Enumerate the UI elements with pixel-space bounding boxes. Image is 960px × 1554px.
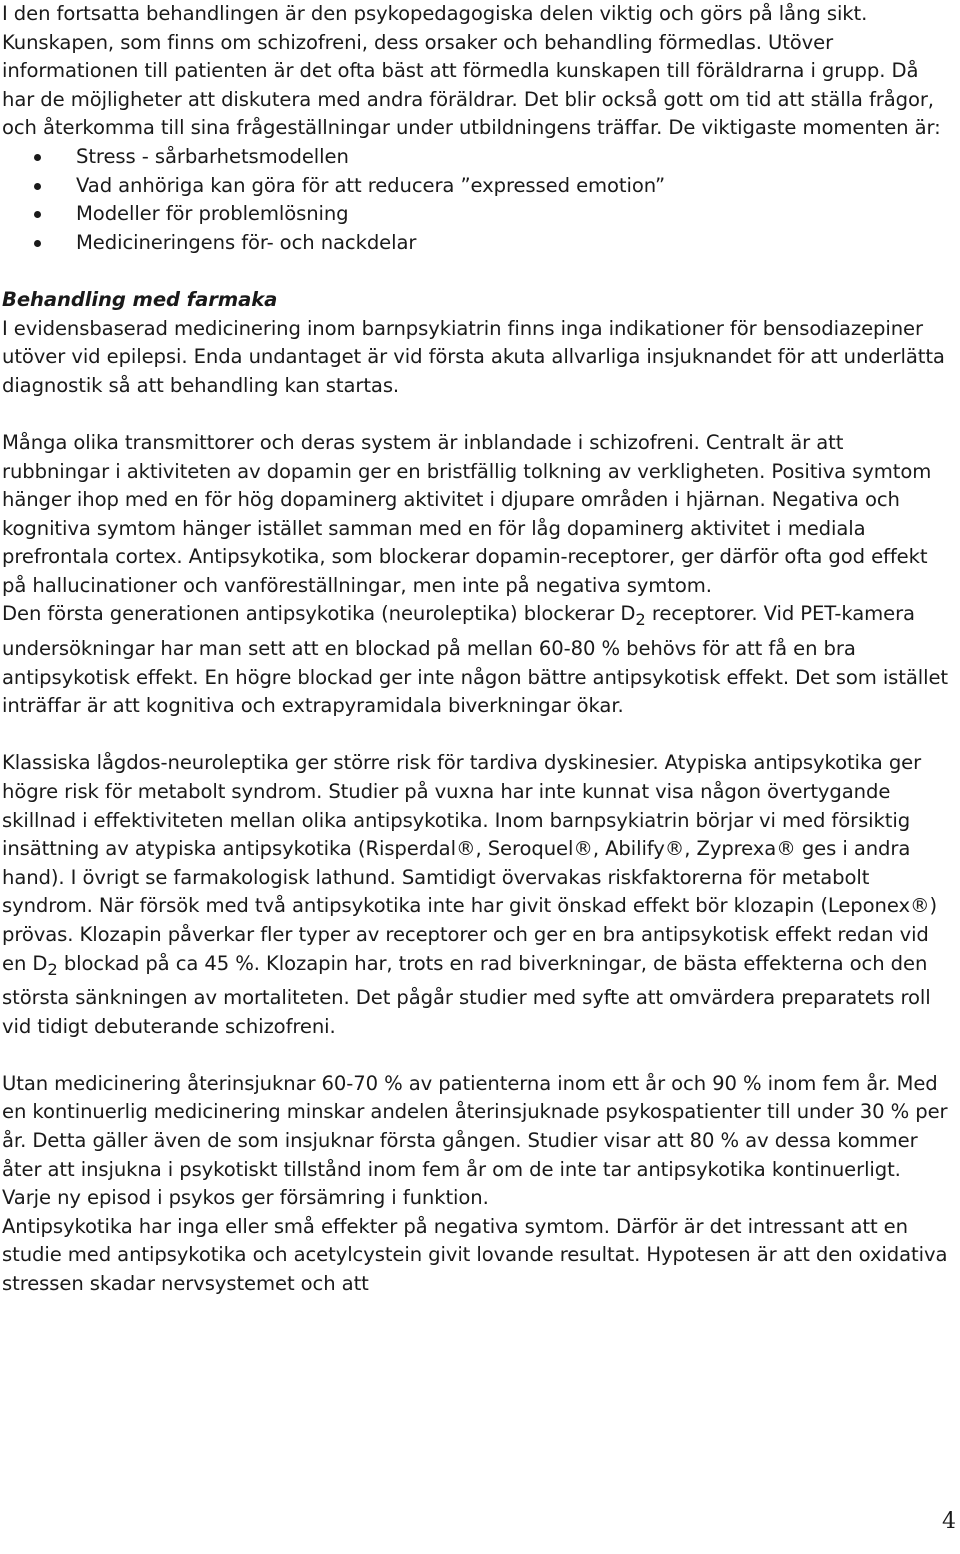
key-moments-list (2, 143, 954, 257)
text-run: ges i andra hand). I övrigt se farmakologisk lathund. Samtidigt övervakas riskfaktorerna för metabolt syndrom. När försök med två antipsykotika inte har givit önskad effekt bör klozapin (Leponex (2, 837, 911, 918)
registered-mark: ® (573, 837, 593, 861)
registered-mark: ® (909, 894, 930, 918)
paragraph-gap (2, 721, 954, 750)
document-body (2, 0, 954, 1299)
list-item: Medicineringens för- och nackdelar (2, 229, 954, 258)
paragraph-bensodiazepiner: I evidensbaserad medicinering inom barnpsykiatrin finns inga indikationer för bensodiazepiner utöver vid epilepsi. Enda undantaget är vid första akuta allvarliga insjuknandet för att underlätta diagnostik så att behandling kan startas. (2, 316, 945, 397)
paragraph-gap (2, 400, 954, 429)
text-run: ) prövas. Klozapin påverkar fler typer av receptorer och ger en bra antipsykotisk effekt redan vid en D (2, 894, 937, 975)
registered-mark: ® (455, 837, 476, 861)
page-number: 4 (942, 1509, 956, 1534)
paragraph-transmittorer: Många olika transmittorer och deras system är inblandade i schizofreni. Centralt är att rubbningar i aktiviteten av dopamin ger en bristfällig tolkning av verkligheten. Positiva symtom hänger ihop med en för hög dopaminerg aktivitet i djupare områden i hjärnan. Negativa och kognitiva symtom hänger istället samman med en för låg dopaminerg aktivitet i mediala prefrontala cortex. Antipsykotika, som blockerar dopamin-receptorer, ger därför ofta god effekt på hallucinationer och vanföreställningar, men inte på negativa symtom. (2, 430, 932, 597)
paragraph-utan-medicinering: Utan medicinering återinsjuknar 60-70 % av patienterna inom ett år och 90 % inom fem år. Med en kontinuerlig medicinering minskar andelen återinsjuknade psykospatienter till under 30 % per år. Detta gäller även de som insjuknar första gången. Studier visar att 80 % av dessa kommer åter att insjukna i psykotiskt tillstånd inom fem år om de inte tar antipsykotika kontinuerligt. Varje ny episod i psykos ger försämring i funktion. (2, 1071, 948, 1210)
paragraph-klassiska (2, 749, 954, 1041)
text-run: , Abilify (592, 837, 665, 861)
text-run: Den första generationen antipsykotika (neuroleptika) blockerar D (2, 602, 636, 626)
text-run: blockad på ca 45 %. Klozapin har, trots en rad biverkningar, de bästa effekterna och den största sänkningen av mortaliteten. Det pågår studier med syfte att omvärdera preparatets roll vid tidigt debuterande schizofreni. (2, 951, 931, 1038)
subscript: 2 (47, 959, 58, 979)
text-run: Klassiska lågdos-neuroleptika ger större risk för tardiva dyskinesier. Atypiska antipsykotika ger högre risk för metabolt syndrom. Studier på vuxna har inte kunnat visa någon övertygande skillnad i effektiviteten mellan olika antipsykotika. Inom barnpsykiatrin börjar vi med försiktig insättning av atypiska antipsykotika (Risperdal (2, 751, 922, 861)
text-run: receptorer. Vid PET-kamera undersökningar har man sett att en blockad på mellan 60-80 % behövs för att få en bra antipsykotisk effekt. En högre blockad ger inte någon bättre antipsykotisk effekt. Det som istället inträffar är att kognitiva och extrapyramidala biverkningar ökar. (2, 602, 949, 718)
section-heading: Behandling med farmaka (2, 287, 278, 311)
registered-mark: ® (776, 837, 796, 861)
list-item: Modeller för problemlösning (2, 200, 954, 229)
list-item: Stress - sårbarhetsmodellen (2, 143, 954, 172)
text-run: , Seroquel (475, 837, 574, 861)
paragraph-first-generation (2, 600, 954, 720)
text-run: , Zyprexa (684, 837, 777, 861)
paragraph-gap (2, 257, 954, 286)
paragraph-psychoeducation: I den fortsatta behandlingen är den psykopedagogiska delen viktig och görs på lång sikt. Kunskapen, som finns om schizofreni, dess orsaker och behandling förmedlas. Utöver informationen till patienten är det ofta bäst att förmedla kunskapen till föräldrarna i grupp. Då har de möjligheter att diskutera med andra föräldrar. Det blir också gott om tid att ställa frågor, och återkomma till sina frågeställningar under utbildningens träffar. De viktigaste momenten är: (2, 2, 941, 140)
registered-mark: ® (664, 837, 685, 861)
subscript: 2 (635, 610, 646, 630)
list-item: Vad anhöriga kan göra för att reducera ”expressed emotion” (2, 172, 954, 201)
paragraph-gap (2, 1041, 954, 1070)
paragraph-negativa-symtom: Antipsykotika har inga eller små effekter på negativa symtom. Därför är det intressant att en studie med antipsykotika och acetylcystein givit lovande resultat. Hypotesen är att den oxidativa stressen skadar nervsystemet och att (2, 1214, 948, 1295)
